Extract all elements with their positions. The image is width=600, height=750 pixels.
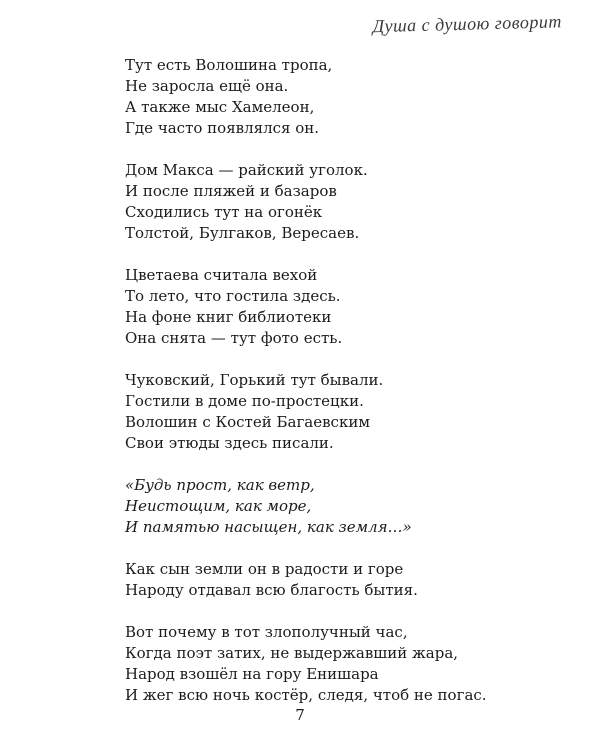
stanza bbox=[125, 160, 555, 244]
poem-line: Дом Макса — райский уголок. bbox=[125, 161, 368, 179]
poem-line: Как сын земли он в радости и горе bbox=[125, 560, 404, 578]
poem-line: Вот почему в тот злополучный час, bbox=[125, 623, 408, 641]
stanza bbox=[125, 370, 555, 454]
poem-line: Тут есть Волошина тропа, bbox=[125, 56, 333, 74]
poem-line: Где часто появлялся он. bbox=[125, 119, 320, 137]
quote-line: Неистощим, как море, bbox=[125, 497, 312, 515]
poem-line: Когда поэт затих, не выдержавший жара, bbox=[125, 644, 459, 662]
poem-line: И жег всю ночь костёр, следя, чтоб не погас. bbox=[125, 686, 487, 704]
stanza bbox=[125, 265, 555, 349]
running-header: Душа с душою говорит bbox=[372, 11, 563, 37]
stanza bbox=[125, 55, 555, 139]
poem-line: Народу отдавал всю благость бытия. bbox=[125, 581, 418, 599]
poem-line: На фоне книг библиотеки bbox=[125, 308, 332, 326]
poem-line: То лето, что гостила здесь. bbox=[125, 287, 341, 305]
poem-line: Не заросла ещё она. bbox=[125, 77, 289, 95]
poem-line: Волошин с Костей Багаевским bbox=[125, 413, 371, 431]
page-number: 7 bbox=[295, 706, 305, 724]
poem-line: А также мыс Хамелеон, bbox=[125, 98, 315, 116]
poem-line: Гостили в доме по-простецки. bbox=[125, 392, 364, 410]
poem-line: Чуковский, Горький тут бывали. bbox=[125, 371, 384, 389]
poem-line: Она снята — тут фото есть. bbox=[125, 329, 343, 347]
poem-line: Сходились тут на огонёк bbox=[125, 203, 323, 221]
poem bbox=[125, 55, 555, 727]
quote-line: И памятью насыщен, как земля…» bbox=[125, 518, 412, 536]
poem-line: И после пляжей и базаров bbox=[125, 182, 337, 200]
quote-line: «Будь прост, как ветр, bbox=[125, 476, 315, 494]
poem-line: Свои этюды здесь писали. bbox=[125, 434, 334, 452]
quoted-stanza bbox=[125, 475, 555, 538]
poem-line: Народ взошёл на гору Енишара bbox=[125, 665, 379, 683]
stanza bbox=[125, 559, 555, 601]
stanza bbox=[125, 622, 555, 706]
poem-line: Толстой, Булгаков, Вересаев. bbox=[125, 224, 360, 242]
poem-line: Цветаева считала вехой bbox=[125, 266, 318, 284]
